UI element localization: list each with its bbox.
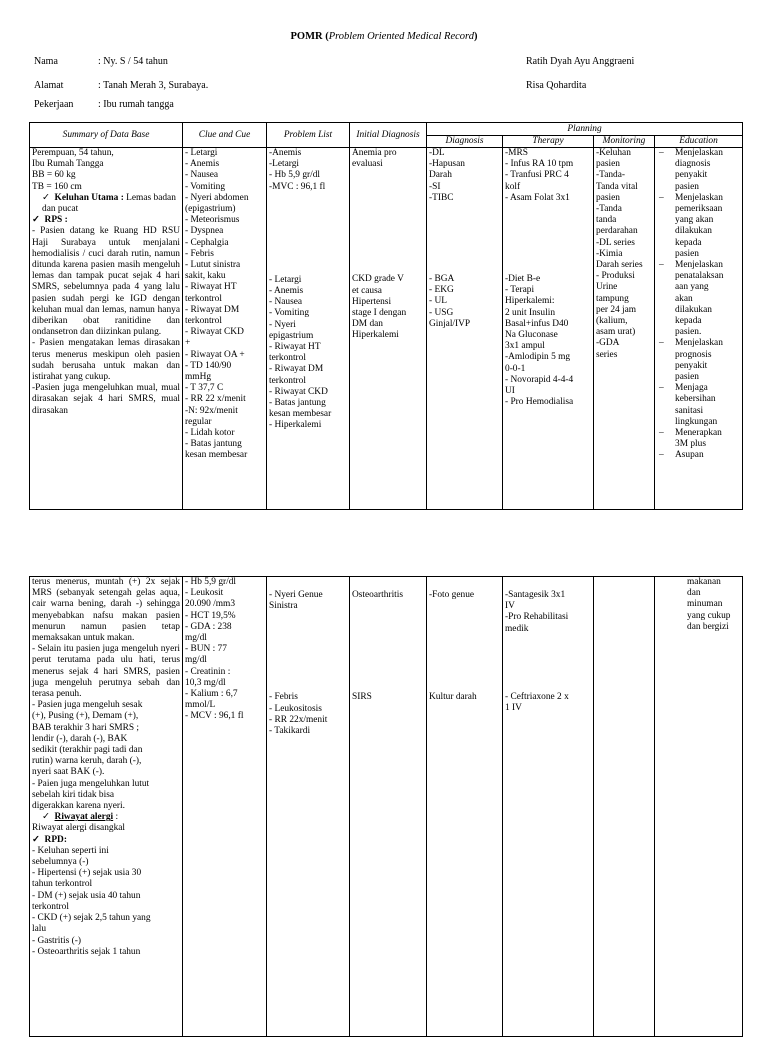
rps-text-2: - Pasien mengatakan lemas dirasakan terus menerus meskipun oleh pasien sudah berusaha untuk makan dan istirahat yang cukup. [32, 338, 180, 383]
initial-diagnosis-oa [352, 590, 424, 601]
planning-diagnosis-cell-2 [427, 577, 503, 1037]
therapy-item: -Pro Rehabilitasi [505, 612, 569, 623]
monitoring-item: Urine [596, 282, 618, 293]
initial-diagnosis-sirs [352, 692, 424, 703]
monitoring-cell [594, 148, 655, 510]
planning-diagnosis-item: - EKG [429, 285, 454, 296]
dash-bullet-icon: – [659, 148, 664, 158]
therapy-item: Na Gluconase [505, 330, 558, 341]
education-line: dilakukan [675, 304, 712, 315]
problem-item: terkontrol [269, 375, 306, 386]
rpd-line: terkontrol [32, 901, 69, 912]
initial-diagnosis-line: DM dan [352, 319, 383, 330]
clue-item: - BUN : 77 [185, 644, 227, 655]
monitoring-item: Tanda vital [596, 181, 638, 192]
therapy-item: 1 IV [505, 703, 522, 714]
therapy-cell-2 [503, 577, 594, 1037]
problem-item: - Nyeri [269, 319, 296, 330]
rpd-line: - Keluhan seperti ini [32, 845, 109, 856]
therapy-item: -MRS [505, 148, 528, 158]
education-line: pasien. [675, 327, 702, 338]
planning-diagnosis-ckd [429, 274, 500, 330]
clue-item: - Anemis [185, 159, 220, 170]
summary-line: (+), Pusing (+), Demam (+), [32, 711, 139, 722]
monitoring-item: tampung [596, 293, 629, 304]
clue-item: - Lidah kotor [185, 428, 235, 439]
monitoring-item: -Tanda- [596, 170, 626, 181]
rpd-line: tahun terkontrol [32, 879, 93, 890]
clue-item: - Hb 5,9 gr/dl [185, 577, 237, 587]
clue-item: terkontrol [185, 293, 222, 304]
clue-item: - Riwayat CKD [185, 327, 244, 338]
initial-diagnosis-line: stage I dengan [352, 308, 407, 319]
clue-item: regular [185, 416, 212, 427]
clue-item: -N: 92x/menit [185, 405, 238, 416]
planning-diagnosis-item: -Foto genue [429, 590, 475, 600]
clue-item: - Riwayat DM [185, 304, 240, 315]
education-line: 3M plus [675, 439, 706, 450]
monitoring-item: series [596, 349, 618, 360]
problem-list-oa [269, 590, 347, 612]
summary-text-2: terus menerus, muntah (+) 2x sejak MRS (sebanyak setengah gelas aqua, cair warna bening, darah -) sehingga menyebabkan nafsu makan pasien menurun namun pasien tetap memaksakan untuk makan. [32, 577, 180, 644]
problem-item: - Nyeri Genue [269, 590, 323, 600]
education-line: sanitasi [675, 405, 704, 416]
education-line: penatalaksan [675, 271, 724, 282]
label-nama: Nama [34, 56, 58, 67]
problem-cell [267, 148, 350, 510]
clue-cell [183, 148, 267, 510]
problem-item: terkontrol [269, 353, 306, 364]
therapy-item: - Pro Hemodialisa [505, 397, 574, 408]
therapy-item: kolf [505, 181, 521, 192]
rpd-line: - CKD (+) sejak 2,5 tahun yang [32, 913, 151, 924]
summary-line: sedikit (terakhir pagi tadi dan [32, 745, 143, 756]
therapy-item: - Infus RA 10 tpm [505, 159, 574, 170]
clue-item: - RR 22 x/menit [185, 394, 246, 405]
summary-intro-line: Ibu Rumah Tangga [32, 159, 104, 170]
therapy-item: - Asam Folat 3x1 [505, 192, 570, 203]
therapy-item: - Ceftriaxone 2 x [505, 691, 569, 702]
clue-item: mmHg [185, 372, 212, 383]
education-list [657, 148, 740, 462]
education-line: Menjelaskan [675, 192, 723, 203]
summary-line: sebelah kiri tidak bisa [32, 789, 115, 800]
therapy-item: 3x1 ampul [505, 341, 545, 352]
clue-item: - Cephalgia [185, 237, 229, 248]
clue-item: - GDA : 238 [185, 621, 232, 632]
monitoring-item: pasien [596, 192, 620, 203]
rpd-line: - Osteoarthritis sejak 1 tahun [32, 946, 141, 957]
education-line: pasien [675, 372, 699, 383]
summary-cell-2 [30, 577, 183, 1037]
summary-line: lendir (-), darah (-), BAK [32, 733, 128, 744]
problem-item: - Hb 5,9 gr/dl [269, 170, 321, 181]
riwayat-alergi-text: Riwayat alergi disangkal [32, 823, 126, 834]
rpd-line: lalu [32, 924, 47, 935]
clue-item: - Nausea [185, 170, 219, 181]
dash-bullet-icon: – [659, 192, 664, 203]
dash-bullet-icon: – [659, 383, 664, 394]
clue-item: - Kalium : 6,7 [185, 689, 238, 700]
education-line: kepada [675, 237, 702, 248]
header-monitoring: Monitoring [594, 136, 655, 148]
header-summary: Summary of Data Base [30, 123, 183, 148]
planning-diagnosis-cell [427, 148, 503, 510]
therapy-item: - Tranfusi PRC 4 [505, 170, 569, 181]
monitoring-item: Darah series [596, 260, 643, 271]
education-line: minuman [687, 599, 723, 610]
clue-item: - TD 140/90 [185, 360, 232, 371]
problem-item: - Anemis [269, 286, 304, 297]
clue-item: - T 37,7 C [185, 383, 224, 394]
education-line: Asupan [675, 450, 704, 461]
summary-lines [32, 700, 180, 812]
problem-item: - Vomiting [269, 308, 310, 319]
initial-diagnosis-line: SIRS [352, 692, 372, 703]
education-line: yang akan [675, 215, 714, 226]
clue-item: - Meteorismus [185, 215, 240, 226]
header-clue: Clue and Cue [183, 123, 267, 148]
planning-diagnosis-item: Ginjal/IVP [429, 318, 471, 329]
monitoring-item: -GDA [596, 338, 620, 349]
initial-diagnosis-line: Osteoarthritis [352, 590, 404, 600]
therapy-item: IV [505, 601, 515, 612]
initial-diagnosis-cell-2 [350, 577, 427, 1037]
summary-intro [32, 148, 180, 193]
problem-item: - Leukositosis [269, 703, 322, 714]
problem-cell-2 [267, 577, 350, 1037]
dash-bullet-icon: – [659, 260, 664, 271]
therapy-ckd [505, 274, 591, 408]
clue-item: - Creatinin : [185, 666, 231, 677]
initial-diagnosis-line: Hiperkalemi [352, 330, 399, 341]
education-line: aan yang [675, 282, 709, 293]
clue-item: - MCV : 96,1 fl [185, 711, 244, 722]
riwayat-alergi: ✓ Riwayat alergi : [32, 812, 180, 823]
problem-item: -MVC : 96,1 fl [269, 181, 326, 192]
clue-item: mmol/L [185, 700, 216, 711]
monitoring-item: perdarahan [596, 226, 638, 237]
rps-text: - Pasien datang ke Ruang HD RSU Haji Surabaya untuk menjalani hemodialisis / cuci darah rutin, namun ditunda karena pasien masih mengeluh lemas dan tampak pucat sejak 4 hari SMRS, sebelumnya pada 4 yang lalu pasien sudah pergi ke IGD dengan keluhan mual dan lemas, namun hanya diberikan obat ranitidine dan ondansetron dan diizinkan pulang. [32, 226, 180, 338]
education-line: Menjelaskan [675, 148, 723, 158]
problem-item: epigastrium [269, 330, 314, 341]
rpd-heading: ✓ RPD: [32, 835, 180, 846]
education-line: dan [687, 588, 701, 599]
education-line: kebersihan [675, 394, 716, 405]
education-line: lingkungan [675, 416, 718, 427]
rpd-line: sebelumnya (-) [32, 857, 89, 868]
monitoring-list [596, 148, 652, 361]
problem-list-ckd [269, 275, 347, 432]
education-cell-2 [655, 577, 743, 1037]
clue-item: - Nyeri abdomen [185, 192, 249, 203]
education-line: pemeriksaan [675, 204, 723, 215]
clue-item: mg/dl [185, 655, 207, 666]
summary-line: BAB terakhir 3 hari SMRS ; [32, 722, 140, 733]
monitoring-item: -Tanda [596, 204, 622, 215]
problem-item: - Batas jantung [269, 398, 326, 409]
initial-diagnosis-line: CKD grade V [352, 274, 404, 285]
label-alamat: Alamat [34, 80, 64, 91]
therapy-sirs [505, 692, 591, 714]
problem-item: - Riwayat HT [269, 342, 321, 353]
clue-item: (epigastrium) [185, 204, 236, 215]
rps-heading: ✓ RPS : [32, 215, 180, 226]
problem-item: - Letargi [269, 274, 302, 285]
summary-line: - Paien juga mengeluhkan lutut [32, 778, 150, 789]
monitoring-item: asam urat) [596, 327, 636, 338]
education-line: makanan [687, 577, 721, 587]
problem-list-anemia [269, 148, 347, 193]
education-line: penyakit [675, 360, 708, 371]
planning-diagnosis-item: Darah [429, 170, 452, 181]
clue-item: - Lutut sinistra [185, 260, 241, 271]
clue-item: terkontrol [185, 316, 222, 327]
planning-diagnosis-item: -Hapusan [429, 159, 465, 170]
clue-item: - Letargi [185, 148, 218, 158]
education-list-2 [657, 577, 740, 633]
planning-diagnosis-item: -SI [429, 181, 441, 192]
monitoring-item: -DL series [596, 237, 635, 248]
clue-list-2 [185, 577, 264, 723]
label-pekerjaan: Pekerjaan [34, 99, 74, 110]
header-diagnosis: Diagnosis [427, 136, 503, 148]
summary-line: - Pasien juga mengeluh sesak [32, 700, 143, 711]
education-line: Menjelaskan [675, 260, 723, 271]
planning-diagnosis-item: -TIBC [429, 192, 454, 203]
planning-diagnosis-item: -DL [429, 148, 445, 158]
initial-diagnosis-anemia [352, 148, 424, 170]
education-item [657, 260, 740, 338]
problem-item: kesan membesar [269, 409, 332, 420]
education-line: akan [675, 293, 693, 304]
summary-intro-line: Perempuan, 54 tahun, [32, 148, 114, 158]
education-item [657, 338, 740, 383]
monitoring-item: -Keluhan [596, 148, 631, 158]
dash-bullet-icon: – [659, 450, 664, 461]
summary-line: rutin) warna keruh, darah (-), [32, 756, 142, 767]
education-cell [655, 148, 743, 510]
clue-list [185, 148, 264, 462]
education-item [657, 383, 740, 428]
initial-diagnosis-line: Anemia pro [352, 148, 397, 158]
clue-item: - Riwayat OA + [185, 349, 245, 360]
summary-cell [30, 148, 183, 510]
summary-intro-line: TB = 160 cm [32, 181, 82, 192]
therapy-oa [505, 590, 591, 635]
rps-text-3: -Pasien juga mengeluhkan mual, mual dirasakan sejak 4 hari SMRS, mual dirasakan [32, 383, 180, 416]
problem-item: -Anemis [269, 148, 302, 158]
clue-item: 10,3 mg/dl [185, 677, 226, 688]
planning-diagnosis-item: - BGA [429, 274, 455, 285]
keluhan-utama: ✓ Keluhan Utama : Lemas badan dan pucat [32, 193, 180, 215]
initial-diagnosis-cell [350, 148, 427, 510]
therapy-item: -Santagesik 3x1 [505, 590, 566, 600]
header-planning: Planning [427, 123, 743, 136]
therapy-item: 0-0-1 [505, 363, 526, 374]
education-line: Menjelaskan [675, 338, 723, 349]
clue-item: 20.090 /mm3 [185, 599, 236, 610]
clue-item: sakit, kaku [185, 271, 226, 282]
pomr-table-page1 [29, 122, 743, 510]
initial-diagnosis-line: et causa [352, 285, 382, 296]
initial-diagnosis-line: evaluasi [352, 159, 383, 170]
clue-item: - Riwayat HT [185, 282, 237, 293]
monitoring-item: (kalium, [596, 316, 628, 327]
header-initial-diagnosis: Initial Diagnosis [350, 123, 427, 148]
clue-item: - Febris [185, 248, 214, 259]
education-line: kepada [675, 316, 702, 327]
therapy-item: UI [505, 386, 515, 397]
monitoring-item: - Produksi [596, 271, 635, 282]
education-item [657, 450, 740, 461]
therapy-item: - Novorapid 4-4-4 [505, 374, 574, 385]
planning-diagnosis-oa [429, 590, 500, 601]
planning-diagnosis-item: Kultur darah [429, 692, 477, 703]
therapy-item: medik [505, 623, 529, 634]
author-name-1: Ratih Dyah Ayu Anggraeni [526, 56, 635, 67]
problem-item: - Riwayat DM [269, 364, 324, 375]
education-item [657, 193, 740, 260]
monitoring-cell-2 [594, 577, 655, 1037]
problem-item: - Hiperkalemi [269, 420, 322, 431]
summary-text-2b: - Selain itu pasien juga mengeluh nyeri perut terutama pada ulu hati, terus menerus sejak 4 hari SMRS, pasien juga mengeluh perutnya sebah dan terasa penuh. [32, 644, 180, 700]
therapy-item: Basal+infus D40 [505, 318, 569, 329]
page-title: POMR (Problem Oriented Medical Record) [290, 31, 478, 42]
planning-diagnosis-anemia [429, 148, 500, 204]
clue-item: - HCT 19,5% [185, 610, 236, 621]
therapy-item: -Diet B-e [505, 274, 541, 285]
education-item [657, 148, 740, 193]
problem-item: - Nausea [269, 297, 303, 308]
therapy-cell [503, 148, 594, 510]
clue-item: mg/dl [185, 633, 207, 644]
rpd-line: - Gastritis (-) [32, 935, 81, 946]
summary-line: digerakkan karena nyeri. [32, 801, 125, 812]
header-therapy: Therapy [503, 136, 594, 148]
problem-list-sirs [269, 692, 347, 737]
therapy-anemia [505, 148, 591, 204]
summary-line: nyeri saat BAK (-). [32, 767, 105, 778]
clue-item: - Batas jantung [185, 439, 242, 450]
problem-item: - RR 22x/menit [269, 714, 328, 725]
initial-diagnosis-ckd [352, 274, 424, 341]
clue-item: - Dyspnea [185, 226, 224, 237]
education-line: penyakit [675, 170, 708, 181]
education-line: pasien [675, 181, 699, 192]
pomr-table-page2 [29, 576, 743, 1037]
therapy-item: Hiperkalemi: [505, 296, 555, 307]
education-line: diagnosis [675, 159, 711, 170]
initial-diagnosis-line: Hipertensi [352, 296, 392, 307]
rpd-line: - Hipertensi (+) sejak usia 30 [32, 868, 142, 879]
education-line: yang cukup [687, 610, 731, 621]
clue-item: kesan membesar [185, 450, 248, 461]
dash-bullet-icon: – [659, 428, 664, 439]
planning-diagnosis-item: - USG [429, 307, 454, 318]
monitoring-item: tanda [596, 215, 617, 226]
therapy-item: -Amlodipin 5 mg [505, 352, 571, 363]
monitoring-item: -Kimia [596, 248, 623, 259]
education-line: dan bergizi [687, 621, 729, 632]
rpd-list [32, 846, 180, 958]
monitoring-item: per 24 jam [596, 304, 637, 315]
value-nama: : Ny. S / 54 tahun [98, 56, 168, 67]
problem-item: -Letargi [269, 159, 300, 170]
education-line: Menjaga [675, 383, 708, 394]
header-education: Education [655, 136, 743, 148]
monitoring-item: pasien [596, 159, 620, 170]
author-name-2: Risa Qohardita [526, 80, 587, 91]
problem-item: - Riwayat CKD [269, 386, 328, 397]
planning-diagnosis-sirs [429, 692, 500, 703]
problem-item: - Febris [269, 692, 298, 703]
therapy-item: - Terapi [505, 285, 535, 296]
problem-item: - Takikardi [269, 726, 311, 737]
rpd-line: - DM (+) sejak usia 40 tahun [32, 890, 141, 901]
education-line: prognosis [675, 349, 712, 360]
education-item [657, 428, 740, 450]
education-line: dilakukan [675, 226, 712, 237]
clue-item: - Leukosit [185, 588, 224, 599]
clue-item: - Vomiting [185, 181, 226, 192]
planning-diagnosis-item: - UL [429, 296, 447, 307]
education-line: pasien [675, 248, 699, 259]
dash-bullet-icon: – [659, 338, 664, 349]
summary-intro-line: BB = 60 kg [32, 170, 76, 181]
clue-cell-2 [183, 577, 267, 1037]
problem-item: Sinistra [269, 601, 298, 612]
value-alamat: : Tanah Merah 3, Surabaya. [98, 80, 209, 91]
therapy-item: 2 unit Insulin [505, 307, 556, 318]
value-pekerjaan: : Ibu rumah tangga [98, 99, 174, 110]
education-line: Menerapkan [675, 428, 722, 439]
header-problem: Problem List [267, 123, 350, 148]
clue-item: + [185, 338, 191, 349]
